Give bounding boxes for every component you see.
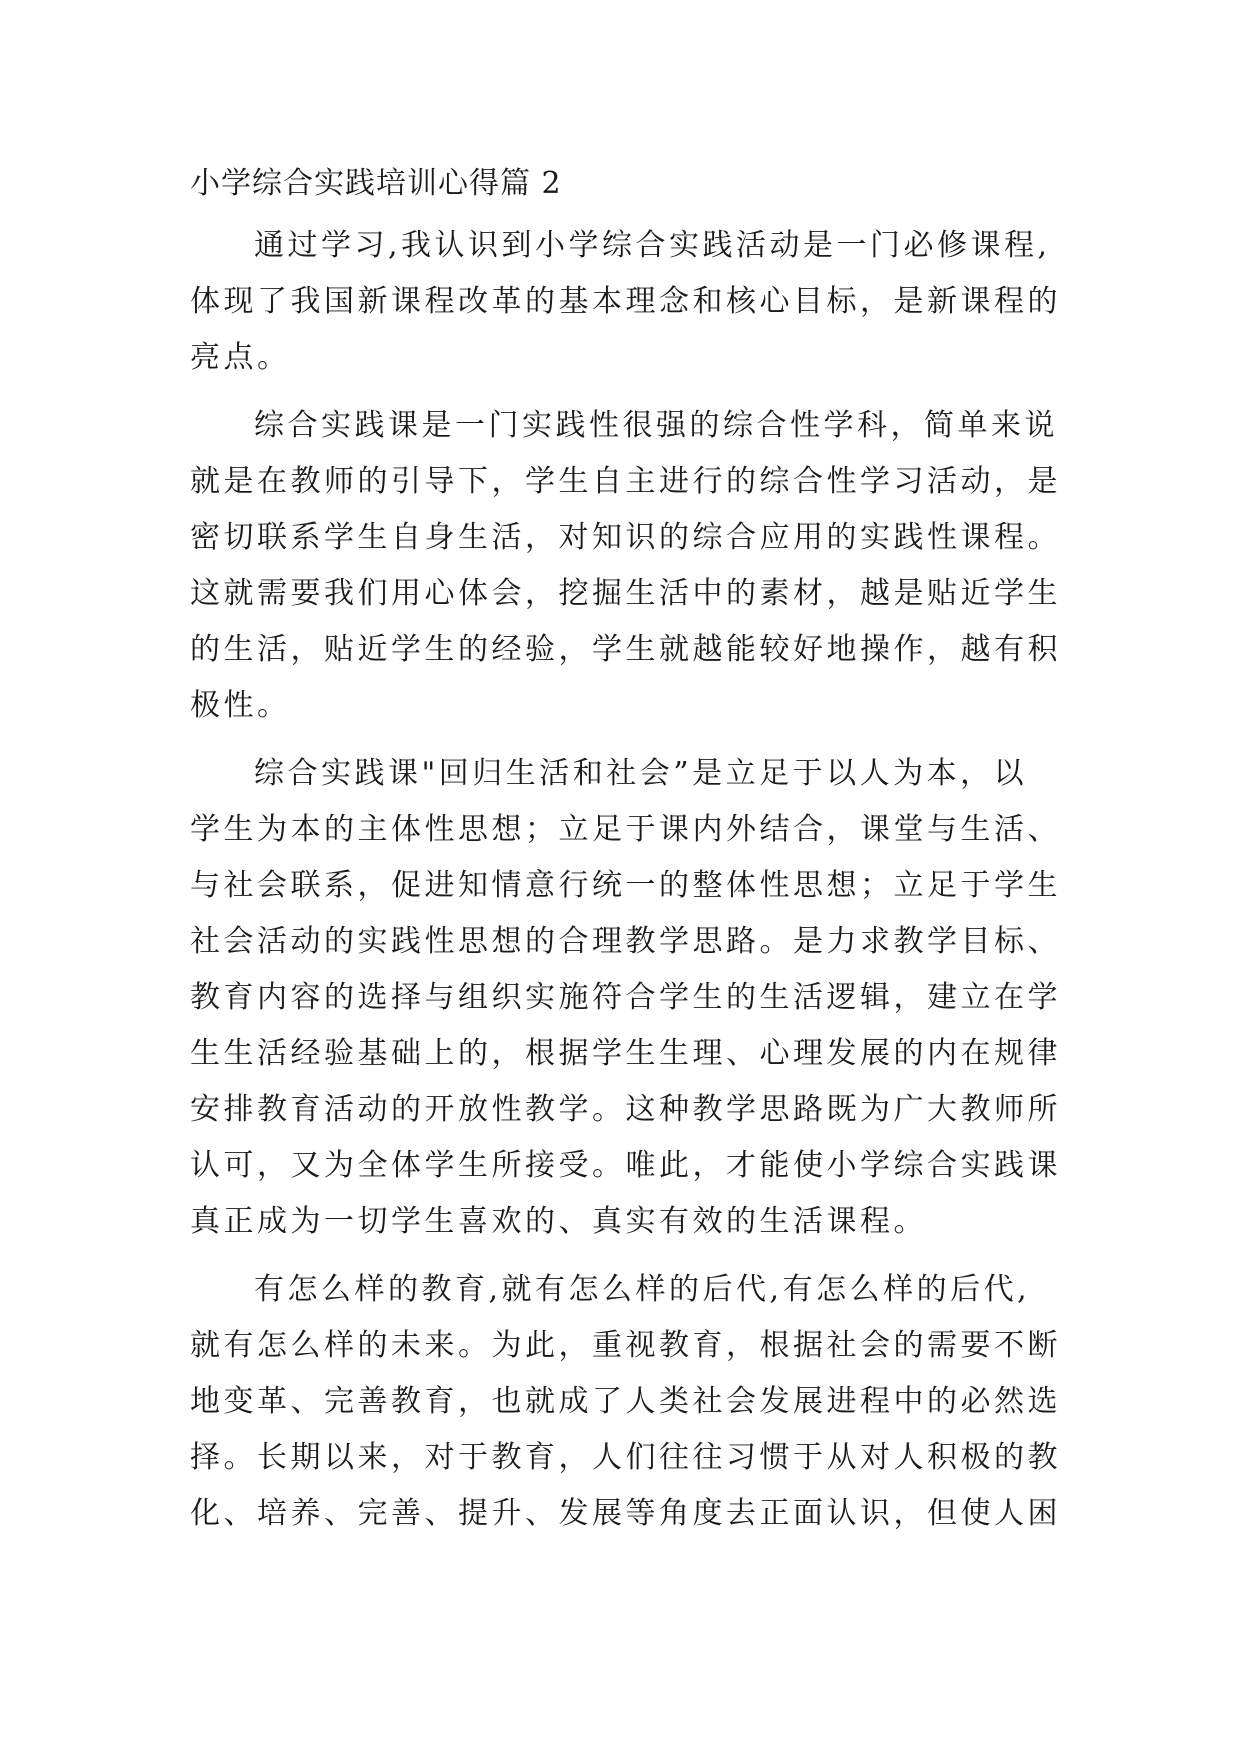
paragraph-line: 密切联系学生自身生活，对知识的综合应用的实践性课程。 (190, 520, 1061, 555)
paragraph-line: 生生活经验基础上的，根据学生生理、心理发展的内在规律 (190, 1036, 1061, 1071)
paragraph-gap (190, 386, 1090, 398)
paragraph-line: 真正成为一切学生喜欢的、真实有效的生活课程。 (190, 1204, 927, 1239)
paragraph-line: 就是在教师的引导下，学生自主进行的综合性学习活动，是 (190, 464, 1061, 499)
paragraph-line: 教育内容的选择与组织实施符合学生的生活逻辑，建立在学 (190, 980, 1061, 1015)
paragraph-2 (190, 398, 1090, 734)
paragraph-line: 化、培养、完善、提升、发展等角度去正面认识，但使人困 (190, 1496, 1061, 1531)
paragraph-3 (190, 746, 1090, 1250)
paragraph-line: 择。长期以来，对于教育，人们往往习惯于从对人积极的教 (190, 1440, 1061, 1475)
paragraph-line: 地变革、完善教育，也就成了人类社会发展进程中的必然选 (190, 1384, 1061, 1419)
paragraph-line: 认可，又为全体学生所接受。唯此，才能使小学综合实践课 (190, 1148, 1061, 1183)
paragraph-line: 极性。 (190, 688, 291, 723)
document-body (190, 162, 1090, 1542)
paragraph-line: 就有怎么样的未来。为此，重视教育，根据社会的需要不断 (190, 1328, 1061, 1363)
paragraph-line: 体现了我国新课程改革的基本理念和核心目标，是新课程的 (190, 284, 1061, 319)
paragraph-line: 的生活，贴近学生的经验，学生就越能较好地操作，越有积 (190, 632, 1061, 667)
paragraph-1 (190, 218, 1090, 386)
paragraph-line: 亮点。 (190, 340, 291, 375)
paragraph-line: 社会活动的实践性思想的合理教学思路。是力求教学目标、 (190, 924, 1061, 959)
paragraph-line: 综合实践课是一门实践性很强的综合性学科，简单来说 (254, 408, 1058, 443)
paragraph-line: 有怎么样的教育,就有怎么样的后代,有怎么样的后代, (254, 1272, 1031, 1307)
paragraph-line: 与社会联系，促进知情意行统一的整体性思想；立足于学生 (190, 868, 1061, 903)
paragraph-gap (190, 1250, 1090, 1262)
paragraph-line: 学生为本的主体性思想；立足于课内外结合，课堂与生活、 (190, 812, 1061, 847)
document-title: 小学综合实践培训心得篇 2 (190, 166, 562, 201)
paragraph-4 (190, 1262, 1090, 1542)
paragraph-line: 综合实践课"回归生活和社会”是立足于以人为本，以 (254, 756, 1028, 791)
paragraph-line: 安排教育活动的开放性教学。这种教学思路既为广大教师所 (190, 1092, 1061, 1127)
paragraph-line: 通过学习,我认识到小学综合实践活动是一门必修课程, (254, 228, 1051, 263)
paragraph-gap (190, 734, 1090, 746)
paragraph-line: 这就需要我们用心体会，挖掘生活中的素材，越是贴近学生 (190, 576, 1061, 611)
